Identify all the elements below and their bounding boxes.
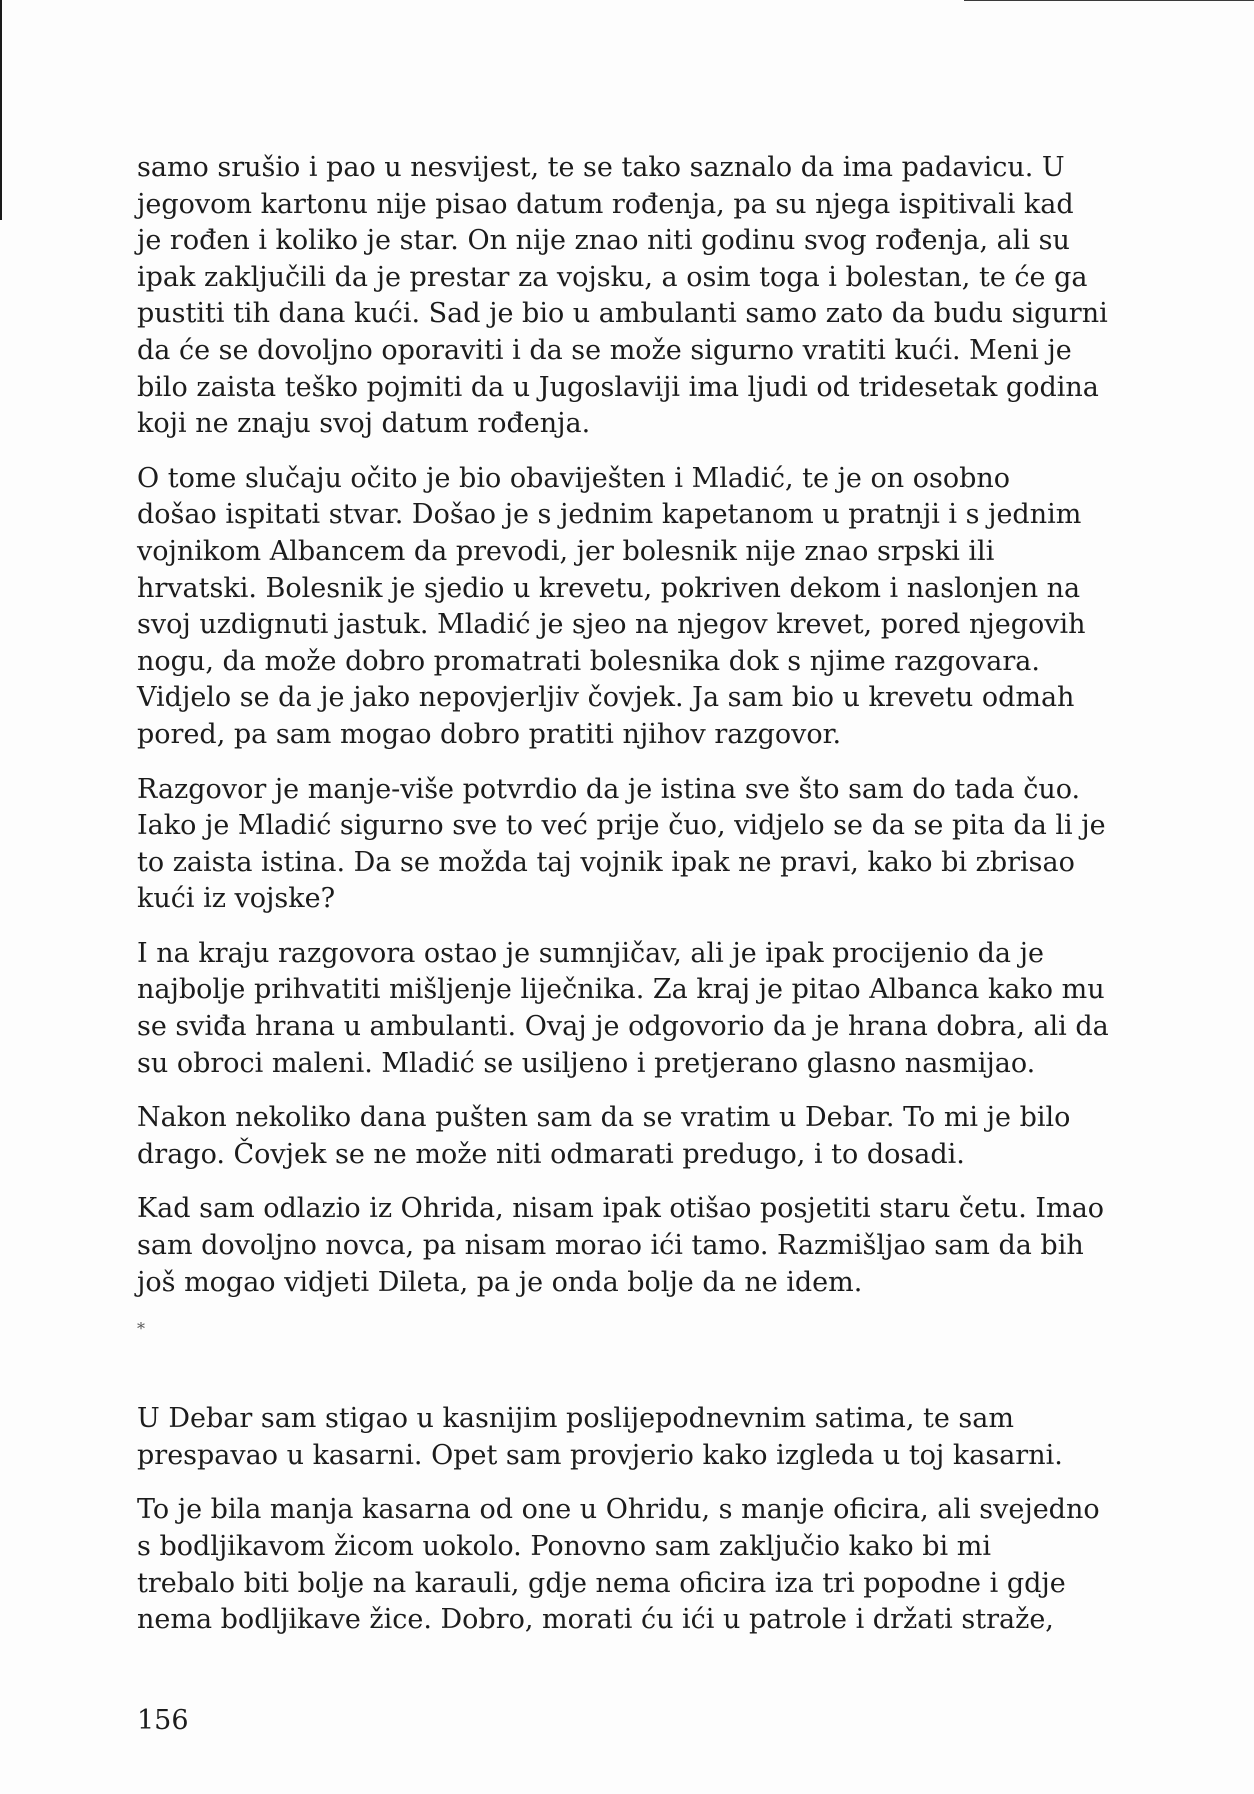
paragraph-5: Nakon nekoliko dana pušten sam da se vratim u Debar. To mi je bilo drago. Čovjek se ne može niti odmarati predugo, i to dosadi. <box>137 1102 1071 1170</box>
paragraph-3: Razgovor je manje-više potvrdio da je istina sve što sam do tada čuo. Iako je Mladić sigurno sve to već prije čuo, vidjelo se da se pita da li je to zaista istina. Da se možda taj vojnik ipak ne pravi, kako bi zbrisao kući iz vojske? <box>137 773 1106 915</box>
section-separator: * <box>137 1319 145 1339</box>
body-text <box>137 150 1127 1657</box>
scan-edge-left <box>0 0 2 220</box>
paragraph-4: I na kraju razgovora ostao je sumnjičav, ali je ipak procijenio da je najbolje prihvatiti mišljenje liječnika. Za kraj je pitao Albanca kako mu se sviđa hrana u ambulanti. Ovaj je odgovorio da je hrana dobra, ali da su obroci maleni. Mladić se usiljeno i pretjerano glasno nasmijao. <box>137 937 1109 1079</box>
paragraph-7: U Debar sam stigao u kasnijim poslijepodnevnim satima, te sam prespavao u kasarni. Opet sam provjerio kako izgleda u toj kasarni. <box>137 1403 1063 1471</box>
paragraph-6: Kad sam odlazio iz Ohrida, nisam ipak otišao posjetiti staru četu. Imao sam dovoljno novca, pa nisam morao ići tamo. Razmišljao sam da bih još mogao vidjeti Dileta, pa je onda bolje da ne idem. <box>137 1193 1105 1298</box>
scan-edge-top <box>964 0 1254 1</box>
paragraph-8: To je bila manja kasarna od one u Ohridu, s manje oficira, ali svejedno s bodljikavom žicom uokolo. Ponovno sam zaključio kako bi mi trebalo biti bolje na karauli, gdje nema oficira iza tri popodne i gdje nema bodljikave žice. Dobro, morati ću ići u patrole i držati straže, <box>137 1494 1100 1636</box>
paragraph-2: O tome slučaju očito je bio obaviješten i Mladić, te je on osobno došao ispitati stvar. Došao je s jednim kapetanom u pratnji i s jednim vojnikom Albancem da prevodi, jer bolesnik nije znao srpski ili hrvatski. Bolesnik je sjedio u krevetu, pokriven dekom i naslonjen na svoj uzdignuti jastuk. Mladić je sjeo na njegov krevet, pored njegovih nogu, da može dobro promatrati bolesnika dok s njime razgovara. Vidjelo se da je jako nepovjerljiv čovjek. Ja sam bio u krevetu odmah pored, pa sam mogao dobro pratiti njihov razgovor. <box>137 462 1086 750</box>
paragraph-1: samo srušio i pao u nesvijest, te se tako saznalo da ima padavicu. U jegovom kartonu nije pisao datum rođenja, pa su njega ispitivali kad je rođen i koliko je star. On nije znao niti godinu svog rođenja, ali su ipak zaključili da je prestar za vojsku, a osim toga i bolestan, te će ga pustiti tih dana kući. Sad je bio u ambulanti samo zato da budu sigurni da će se dovoljno oporaviti i da se može sigurno vratiti kući. Meni je bilo zaista teško pojmiti da u Jugoslaviji ima ljudi od tridesetak godina koji ne znaju svoj datum rođenja. <box>137 152 1108 440</box>
page-number: 156 <box>137 1705 189 1736</box>
